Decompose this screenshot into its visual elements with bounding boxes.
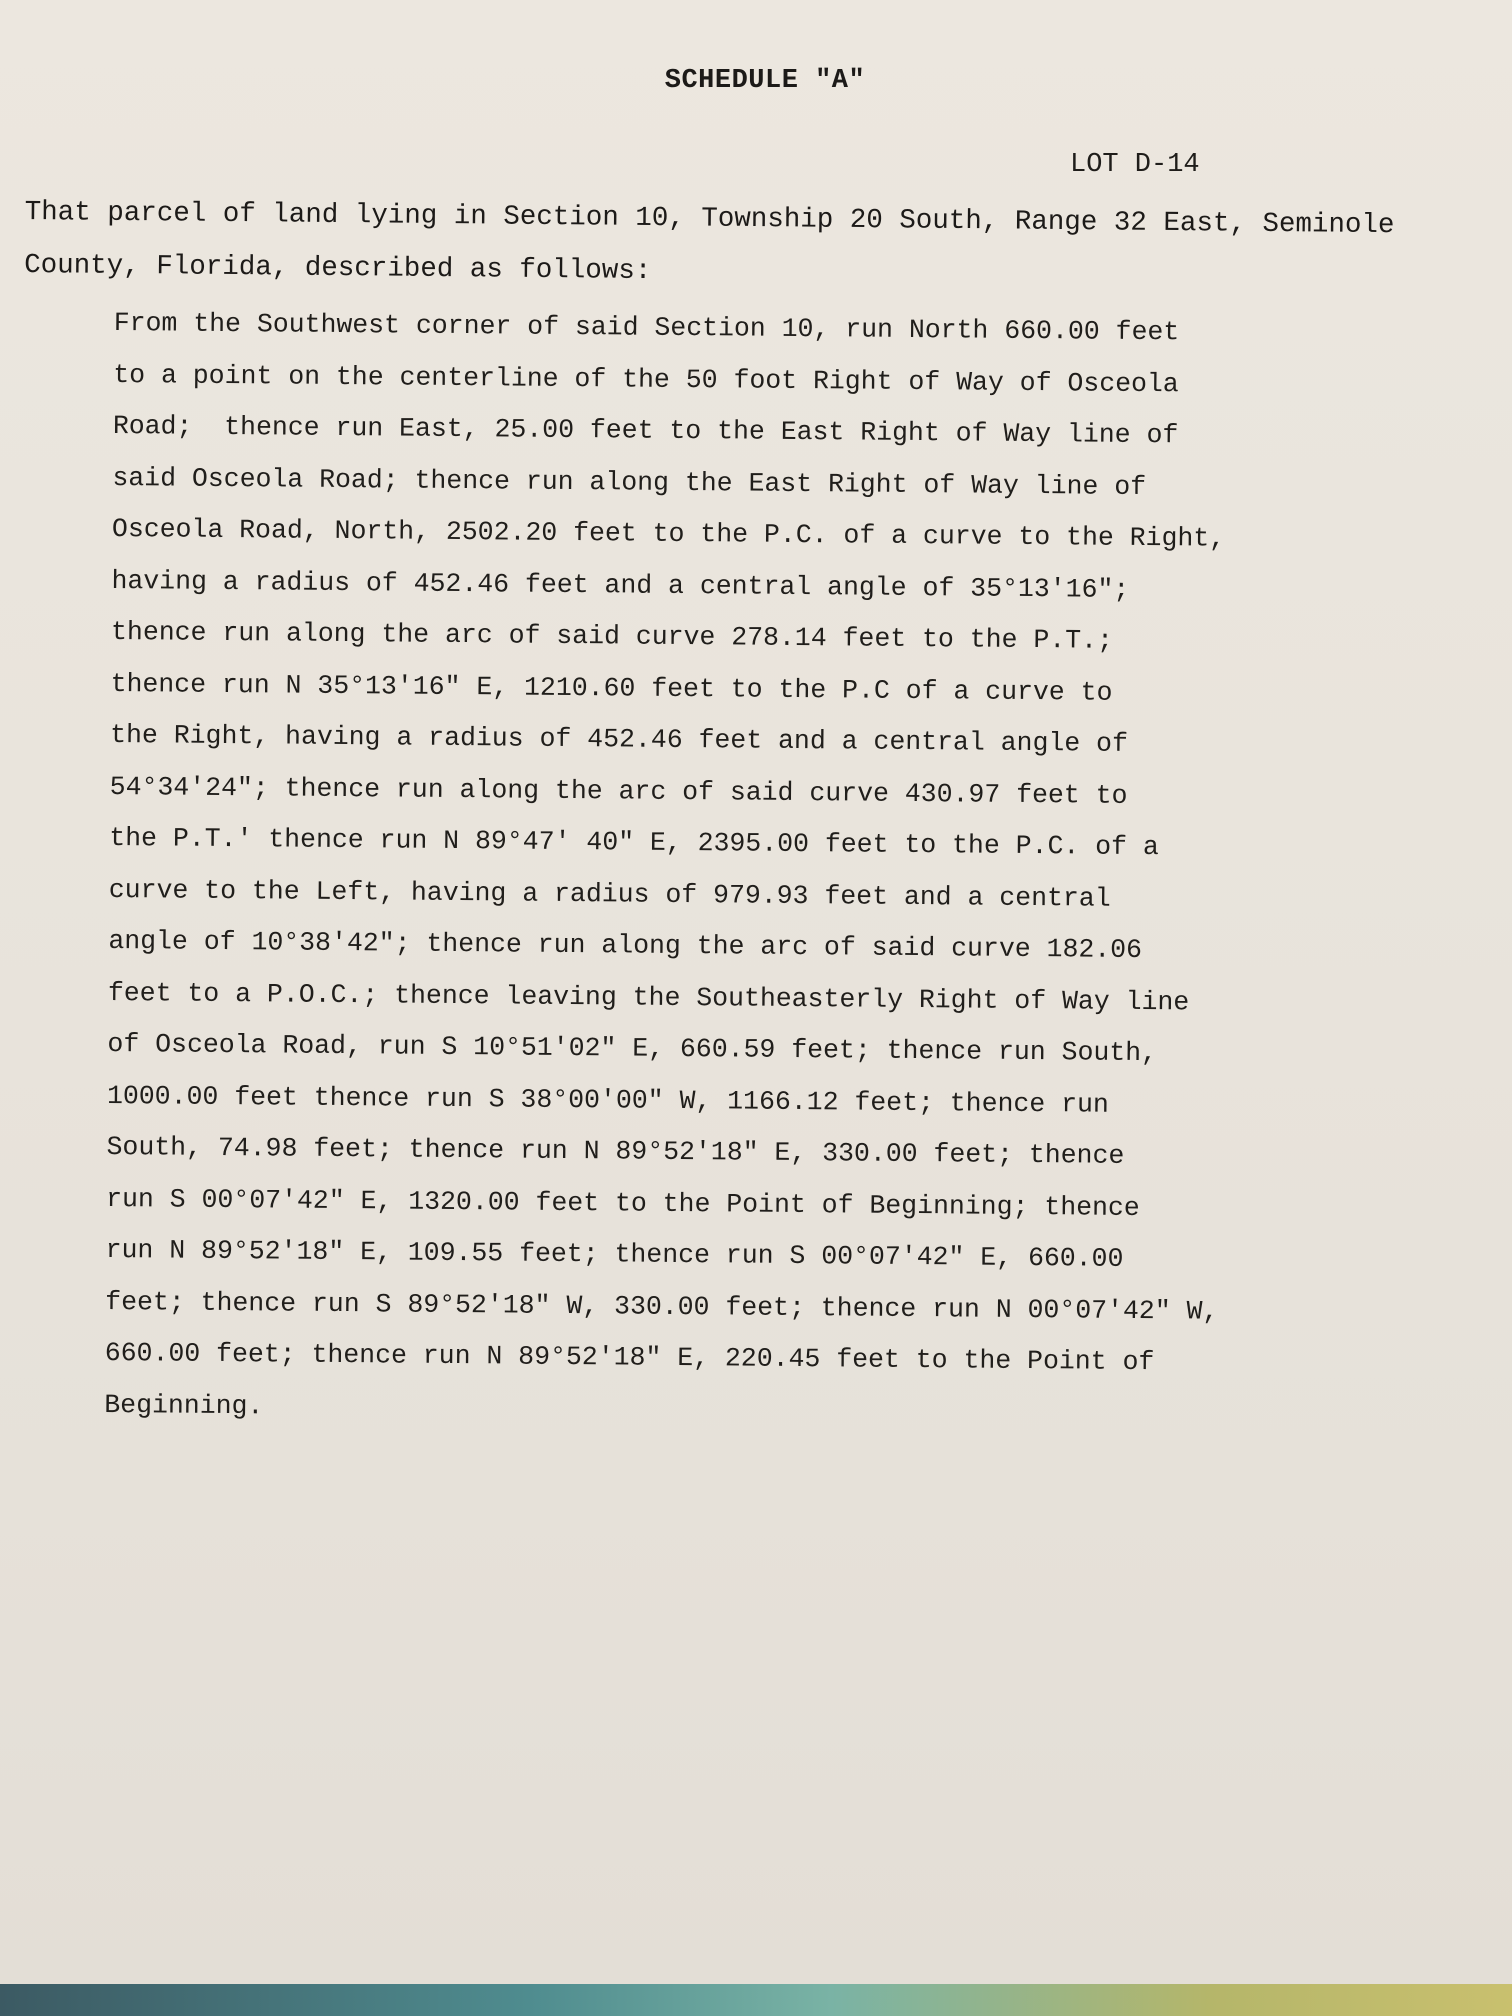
document-title: SCHEDULE "A" bbox=[664, 66, 866, 96]
description-line: South, 74.98 feet; thence run N 89°52'18" E, 330.00 feet; thence bbox=[106, 1131, 1125, 1171]
description-line: 54°34'24"; thence run along the arc of said curve 430.97 feet to bbox=[109, 771, 1128, 811]
description-line: feet; thence run S 89°52'18" W, 330.00 feet; thence run N 00°07'42" W, bbox=[105, 1286, 1219, 1327]
description-line: curve to the Left, having a radius of 979.93 feet and a central bbox=[108, 874, 1111, 914]
description-line: 660.00 feet; thence run N 89°52'18" E, 220.45 feet to the Point of bbox=[104, 1337, 1155, 1378]
description-line: Osceola Road, North, 2502.20 feet to the P.C. of a curve to the Right, bbox=[111, 513, 1226, 554]
description-line: From the Southwest corner of said Section 10, run North 660.00 feet bbox=[113, 307, 1180, 348]
legal-description bbox=[104, 298, 1354, 1442]
description-line: run N 89°52'18" E, 109.55 feet; thence run S 00°07'42" E, 660.00 bbox=[105, 1234, 1124, 1274]
description-line: thence run along the arc of said curve 278.14 feet to the P.T.; bbox=[110, 616, 1114, 656]
description-line: of Osceola Road, run S 10°51'02" E, 660.59 feet; thence run South, bbox=[107, 1028, 1158, 1069]
description-line: the Right, having a radius of 452.46 feet and a central angle of bbox=[110, 719, 1129, 759]
description-line: thence run N 35°13'16" E, 1210.60 feet to the P.C of a curve to bbox=[110, 668, 1113, 708]
description-line: said Osceola Road; thence run along the East Right of Way line of bbox=[112, 462, 1147, 502]
description-line: to a point on the centerline of the 50 foot Right of Way of Osceola bbox=[113, 359, 1179, 399]
description-line: 1000.00 feet thence run S 38°00'00" W, 1166.12 feet; thence run bbox=[106, 1080, 1110, 1120]
description-line: run S 00°07'42" E, 1320.00 feet to the Point of Beginning; thence bbox=[106, 1183, 1140, 1223]
lot-number: LOT D-14 bbox=[1070, 150, 1200, 180]
description-line: feet to a P.O.C.; thence leaving the Southeasterly Right of Way line bbox=[107, 977, 1190, 1017]
description-line: Beginning. bbox=[104, 1389, 264, 1421]
description-line: angle of 10°38'42"; thence run along the arc of said curve 182.06 bbox=[108, 925, 1143, 965]
description-line: Road; thence run East, 25.00 feet to the East Right of Way line of bbox=[112, 410, 1179, 451]
description-line: having a radius of 452.46 feet and a central angle of 35°13'16"; bbox=[111, 565, 1130, 605]
background-fabric bbox=[0, 1984, 1512, 2016]
intro-paragraph bbox=[24, 186, 1505, 306]
description-line: the P.T.' thence run N 89°47' 40" E, 2395.00 feet to the P.C. of a bbox=[109, 822, 1159, 863]
intro-line: County, Florida, described as follows: bbox=[24, 249, 652, 288]
intro-line: That parcel of land lying in Section 10, Township 20 South, Range 32 East, Seminole bbox=[24, 196, 1395, 242]
